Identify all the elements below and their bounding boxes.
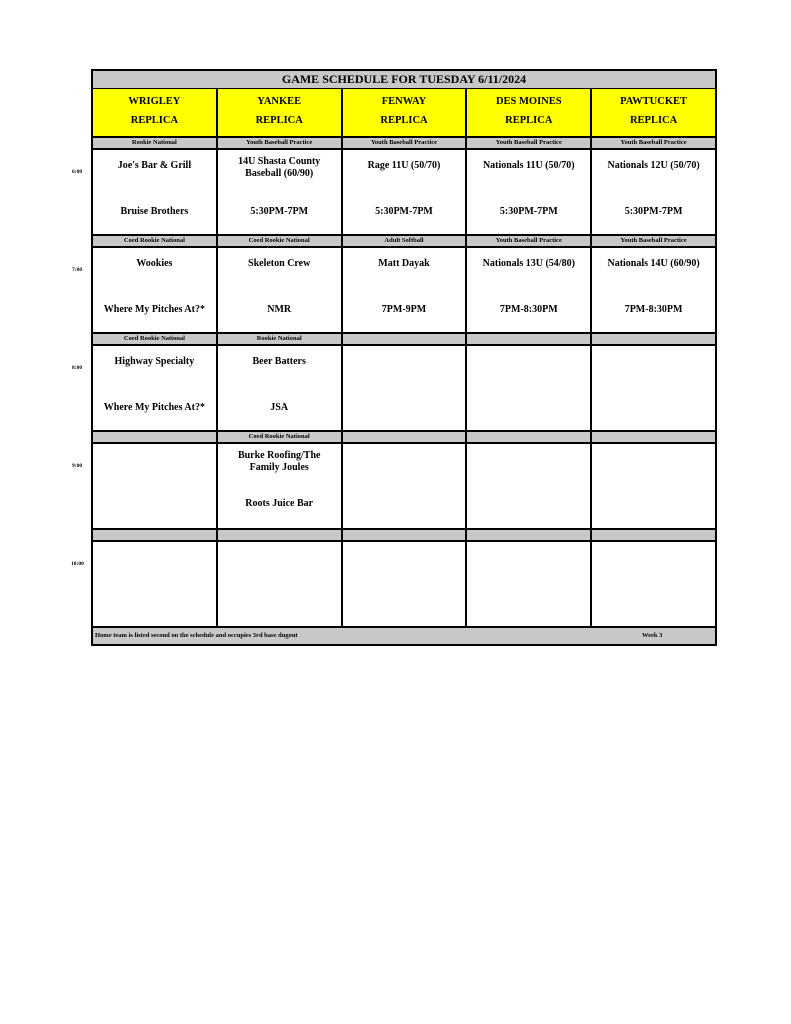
division-label: Youth Baseball Practice xyxy=(218,138,343,148)
game-cell xyxy=(93,150,218,234)
field-type: REPLICA xyxy=(255,115,303,126)
team-2: Where My Pitches At?* xyxy=(103,402,205,413)
team-1: Skeleton Crew xyxy=(248,258,311,269)
division-row xyxy=(93,530,715,542)
time-slot-block xyxy=(93,530,715,628)
game-row xyxy=(93,346,715,432)
time-label: 7:00 xyxy=(72,267,83,273)
game-cell xyxy=(467,542,592,626)
game-row xyxy=(93,150,715,236)
time-slot-block xyxy=(93,432,715,530)
game-cell xyxy=(93,346,218,430)
schedule-title: GAME SCHEDULE FOR TUESDAY 6/11/2024 xyxy=(93,71,715,89)
team-1: Nationals 13U (54/80) xyxy=(482,258,575,269)
game-cell xyxy=(592,248,715,332)
division-row xyxy=(93,334,715,346)
time-slot-block xyxy=(93,236,715,334)
division-label: Coed Rookie National xyxy=(218,432,343,442)
division-label xyxy=(467,334,592,344)
field-type: REPLICA xyxy=(380,115,428,126)
division-label xyxy=(218,530,343,540)
team-2: NMR xyxy=(267,304,292,315)
home-team-note: Home team is listed second on the schedule and occupies 3rd base dugout xyxy=(95,632,298,639)
time-slot-block xyxy=(93,334,715,432)
team-1: Burke Roofing/The Family Joules xyxy=(237,450,321,473)
division-label: Coed Rookie National xyxy=(93,334,218,344)
game-row xyxy=(93,444,715,530)
division-label: Rookie National xyxy=(93,138,218,148)
game-cell xyxy=(467,444,592,528)
team-2: 7PM-8:30PM xyxy=(624,304,683,315)
game-cell xyxy=(93,248,218,332)
team-2: 5:30PM-7PM xyxy=(375,206,433,217)
game-cell xyxy=(467,150,592,234)
division-label: Youth Baseball Practice xyxy=(467,138,592,148)
division-label: Youth Baseball Practice xyxy=(467,236,592,246)
division-label: Youth Baseball Practice xyxy=(343,138,468,148)
game-row xyxy=(93,248,715,334)
field-type: REPLICA xyxy=(130,115,179,126)
game-cell xyxy=(218,248,343,332)
division-label: Coed Rookie National xyxy=(93,236,218,246)
game-cell xyxy=(467,248,592,332)
game-cell xyxy=(343,150,468,234)
field-type: REPLICA xyxy=(505,115,553,126)
team-1: Nationals 11U (50/70) xyxy=(482,160,575,171)
time-label: 6:00 xyxy=(72,169,83,175)
team-2: 5:30PM-7PM xyxy=(250,206,309,217)
field-header-fenway xyxy=(343,89,468,136)
game-cell xyxy=(218,542,343,626)
team-2: Where My Pitches At?* xyxy=(103,304,205,315)
game-cell xyxy=(218,346,343,430)
field-header-yankee xyxy=(218,89,343,136)
team-2: 7PM-9PM xyxy=(381,304,427,315)
field-name: PAWTUCKET xyxy=(620,96,688,107)
team-2: 5:30PM-7PM xyxy=(624,206,683,217)
team-1: Joe's Bar & Grill xyxy=(117,160,192,171)
field-name: FENWAY xyxy=(381,96,427,107)
division-label: Youth Baseball Practice xyxy=(620,237,687,244)
division-label: Rookie National xyxy=(218,334,343,344)
game-cell xyxy=(592,346,715,430)
team-2: 7PM-8:30PM xyxy=(499,304,558,315)
game-cell xyxy=(343,542,468,626)
team-1: Highway Specialty xyxy=(114,356,195,367)
field-type: REPLICA xyxy=(629,115,678,126)
field-header-wrigley xyxy=(93,89,218,136)
team-1: Nationals 12U (50/70) xyxy=(607,160,700,171)
team-2: JSA xyxy=(270,402,289,413)
week-label: Week 3 xyxy=(642,632,663,639)
field-header-row xyxy=(93,89,715,138)
game-cell xyxy=(218,444,343,528)
division-label xyxy=(93,530,218,540)
field-name: YANKEE xyxy=(257,96,302,107)
division-label xyxy=(467,432,592,442)
team-2: Roots Juice Bar xyxy=(245,498,314,509)
division-row xyxy=(93,236,715,248)
game-cell xyxy=(93,444,218,528)
time-slot-block xyxy=(93,138,715,236)
field-name: WRIGLEY xyxy=(128,96,181,107)
division-label xyxy=(592,334,715,344)
game-cell xyxy=(592,150,715,234)
division-label: Youth Baseball Practice xyxy=(620,139,687,146)
division-row xyxy=(93,432,715,444)
division-label xyxy=(467,530,592,540)
footer-bar xyxy=(93,628,715,644)
team-1: Matt Dayak xyxy=(378,258,430,269)
division-label xyxy=(343,432,468,442)
field-name: DES MOINES xyxy=(495,96,562,107)
game-cell xyxy=(592,444,715,528)
division-label xyxy=(93,432,218,442)
team-1: Wookies xyxy=(136,258,173,269)
game-cell xyxy=(218,150,343,234)
field-header-pawtucket xyxy=(592,89,715,136)
time-label: 8:00 xyxy=(72,365,83,371)
team-1: Beer Batters xyxy=(252,356,306,367)
time-label: 9:00 xyxy=(72,463,83,469)
game-cell xyxy=(343,248,468,332)
game-cell xyxy=(93,542,218,626)
division-label: Adult Softball xyxy=(343,236,468,246)
game-cell xyxy=(343,346,468,430)
field-header-des-moines xyxy=(467,89,592,136)
time-label: 10:00 xyxy=(71,561,84,567)
division-label xyxy=(592,432,715,442)
team-1: 14U Shasta County Baseball (60/90) xyxy=(238,156,321,179)
team-1: Nationals 14U (60/90) xyxy=(607,258,700,269)
division-row xyxy=(93,138,715,150)
team-2: 5:30PM-7PM xyxy=(499,206,558,217)
division-label xyxy=(592,530,715,540)
game-cell xyxy=(343,444,468,528)
division-label: Coed Rookie National xyxy=(218,236,343,246)
game-cell xyxy=(467,346,592,430)
team-1: Rage 11U (50/70) xyxy=(367,160,441,171)
team-2: Bruise Brothers xyxy=(120,206,189,217)
game-row xyxy=(93,542,715,628)
division-label xyxy=(343,334,468,344)
schedule-sheet xyxy=(91,69,717,646)
game-cell xyxy=(592,542,715,626)
division-label xyxy=(343,530,468,540)
